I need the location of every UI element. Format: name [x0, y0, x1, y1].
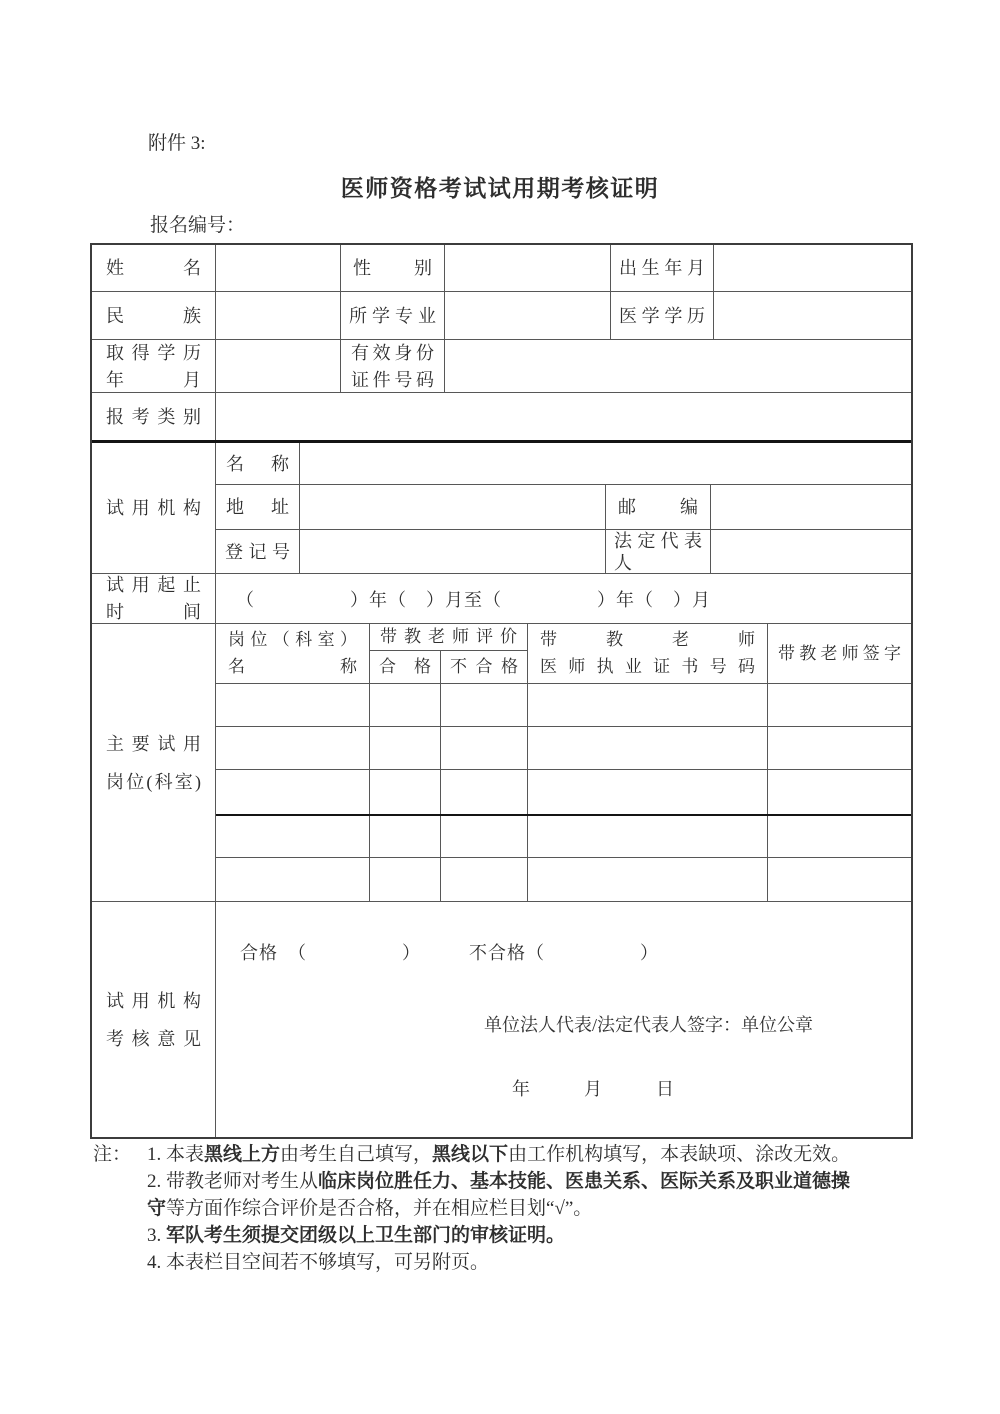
note-line	[147, 1249, 917, 1276]
gender-label: 性别	[353, 258, 432, 278]
row-ethnic-major-edu	[92, 292, 911, 340]
org-regno-label: 登记号	[225, 541, 290, 562]
teacher-eval-label-cell	[370, 624, 527, 651]
post-name-header-cell	[216, 624, 370, 683]
page-title: 医师资格考试试用期考核证明	[340, 176, 660, 201]
id-no-value-cell	[445, 340, 911, 392]
assessment-date-line: 年 月 日	[512, 1079, 674, 1099]
positions-label-line2: 岗位(科室)	[106, 771, 201, 792]
note-text: 1. 本表	[147, 1144, 205, 1165]
note-text-bold: 黑线上方	[204, 1144, 281, 1165]
major-label: 所学专业	[349, 305, 436, 326]
cert-no-cell	[528, 770, 768, 814]
note-text-bold: 军队考生须提交团级以上卫生部门的审核证明。	[166, 1225, 566, 1246]
fail-cell	[441, 858, 528, 901]
postcode-label: 邮编	[618, 497, 698, 517]
period-label-cell	[92, 574, 216, 623]
assessment-signature-line: 单位法人代表/法定代表人签字：单位公章	[484, 1015, 813, 1035]
category-value-cell	[216, 393, 911, 440]
notes	[93, 1141, 917, 1276]
note-text: 由工作机构填写，本表缺项、涂改无效。	[508, 1144, 851, 1165]
medical-edu-value-cell	[714, 292, 911, 339]
org-regno-value-cell	[300, 530, 606, 573]
note-text-bold: 临床岗位胜任力、基本技能、医患关系、医际关系及职业道德操	[318, 1171, 851, 1192]
period-value: （ ）年（ ）月至（ ）年（ ）月	[236, 589, 711, 610]
org-regno-label-cell	[216, 530, 300, 573]
id-no-label-line2: 证件号码	[351, 369, 434, 390]
post-name-cell	[216, 858, 370, 901]
org-address-value-cell	[300, 485, 606, 529]
category-label: 报考类别	[106, 406, 201, 427]
teacher-sign-cell	[768, 684, 911, 726]
note-text: 4. 本表栏目空间若不够填写，可另附页。	[147, 1252, 490, 1273]
id-no-label-cell	[341, 340, 445, 392]
position-empty-row	[216, 770, 911, 816]
note-text: 3.	[147, 1225, 166, 1246]
assessment-label-line1: 试用机构	[106, 990, 201, 1011]
org-section-label-cell	[92, 443, 216, 573]
edu-date-value-cell	[216, 340, 341, 392]
cert-no-cell	[528, 816, 768, 857]
medical-edu-label: 医学学历	[619, 305, 705, 326]
period-value-cell	[216, 574, 911, 623]
note-text: 2. 带教老师对考生从	[147, 1171, 319, 1192]
org-address-row	[216, 485, 911, 530]
org-section	[92, 443, 911, 574]
registration-number-label: 报名编号：	[150, 215, 246, 236]
post-name-header-line2: 名称	[228, 657, 357, 676]
fail-cell	[441, 727, 528, 769]
teacher-sign-cell	[768, 816, 911, 857]
teacher-sign-label: 带教老师签字	[778, 643, 901, 663]
teacher-sign-header-cell	[768, 624, 911, 683]
positions-section	[92, 624, 911, 902]
postcode-label-cell	[606, 485, 711, 529]
category-label-cell	[92, 393, 216, 440]
name-label: 姓名	[106, 258, 201, 278]
pass-cell	[370, 727, 441, 769]
position-empty-row	[216, 858, 911, 901]
org-name-value-cell	[300, 443, 911, 484]
positions-header-row	[216, 624, 911, 684]
positions-label-line1: 主要试用	[106, 733, 201, 754]
ethnic-value-cell	[216, 292, 341, 339]
teacher-sign-cell	[768, 858, 911, 901]
pass-header-cell	[370, 651, 441, 683]
position-empty-row	[216, 727, 911, 770]
medical-edu-label-cell	[611, 292, 714, 339]
postcode-value-cell	[711, 485, 911, 529]
cert-no-cell	[528, 858, 768, 901]
name-value-cell	[216, 245, 341, 291]
cert-no-header-line1: 带教老师	[540, 630, 755, 649]
assessment-label-cell	[92, 902, 216, 1137]
birth-label: 出生年月	[619, 258, 705, 278]
org-name-row	[216, 443, 911, 485]
name-label-cell	[92, 245, 216, 291]
major-value-cell	[445, 292, 611, 339]
position-empty-row	[216, 816, 911, 858]
pass-cell	[370, 858, 441, 901]
org-section-label: 试用机构	[106, 498, 201, 518]
cert-no-header-line2: 医师执业证书号码	[540, 657, 755, 676]
note-line	[93, 1141, 917, 1168]
legal-rep-label: 法定代表人	[614, 530, 702, 573]
post-name-cell	[216, 816, 370, 857]
row-edudate-idno	[92, 340, 911, 393]
post-name-cell	[216, 684, 370, 726]
period-row	[92, 574, 911, 624]
assessment-pass-fail-line: 合格 （ ） 不合格（ ）	[240, 943, 659, 963]
fail-cell	[441, 816, 528, 857]
certificate-form-table	[90, 243, 913, 1139]
gender-value-cell	[445, 245, 611, 291]
legal-rep-value-cell	[711, 530, 911, 573]
cert-no-cell	[528, 727, 768, 769]
post-name-cell	[216, 770, 370, 814]
note-text: 由考生自己填写，	[280, 1144, 433, 1165]
cert-no-cell	[528, 684, 768, 726]
notes-prefix: 注：	[93, 1144, 132, 1165]
pass-cell	[370, 816, 441, 857]
note-line	[147, 1222, 917, 1249]
fail-cell	[441, 684, 528, 726]
fail-label: 不合格	[450, 657, 518, 676]
org-address-label: 地址	[226, 497, 289, 517]
ethnic-label-cell	[92, 292, 216, 339]
edu-date-label-cell	[92, 340, 216, 392]
pass-cell	[370, 684, 441, 726]
major-label-cell	[341, 292, 445, 339]
assessment-content-cell	[216, 902, 911, 1137]
note-line	[147, 1168, 917, 1195]
pass-cell	[370, 770, 441, 814]
teacher-eval-header-cell	[370, 624, 528, 683]
post-name-cell	[216, 727, 370, 769]
attachment-label: 附件 3:	[148, 133, 206, 154]
gender-label-cell	[341, 245, 445, 291]
pass-label: 合格	[379, 657, 431, 676]
note-text-bold: 守	[147, 1198, 167, 1219]
note-text-bold: 黑线以下	[432, 1144, 509, 1165]
org-regno-row	[216, 530, 911, 573]
org-address-label-cell	[216, 485, 300, 529]
cert-no-header-cell	[528, 624, 768, 683]
note-line	[147, 1195, 917, 1222]
post-name-header-line1: 岗位（科室）	[228, 630, 357, 649]
teacher-sign-cell	[768, 770, 911, 814]
ethnic-label: 民族	[106, 305, 201, 326]
row-category	[92, 393, 911, 440]
edu-date-label-line2: 年月	[106, 369, 201, 390]
id-no-label-line1: 有效身份	[351, 342, 434, 363]
assessment-label-line2: 考核意见	[106, 1028, 201, 1049]
position-empty-row	[216, 684, 911, 727]
positions-section-label-cell	[92, 624, 216, 901]
birth-label-cell	[611, 245, 714, 291]
org-name-label-cell	[216, 443, 300, 484]
teacher-eval-label: 带教老师评价	[380, 627, 517, 646]
row-name-gender-birth	[92, 245, 911, 292]
birth-value-cell	[714, 245, 911, 291]
edu-date-label-line1: 取得学历	[106, 342, 201, 363]
period-label-line1: 试用起止	[106, 575, 201, 595]
note-text: 等方面作综合评价是否合格，并在相应栏目划“√”。	[166, 1198, 593, 1219]
period-label-line2: 时间	[106, 602, 201, 622]
fail-header-cell	[441, 651, 527, 683]
teacher-sign-cell	[768, 727, 911, 769]
assessment-section	[92, 902, 911, 1137]
fail-cell	[441, 770, 528, 814]
legal-rep-label-cell	[606, 530, 711, 573]
org-name-label: 名称	[226, 453, 289, 474]
